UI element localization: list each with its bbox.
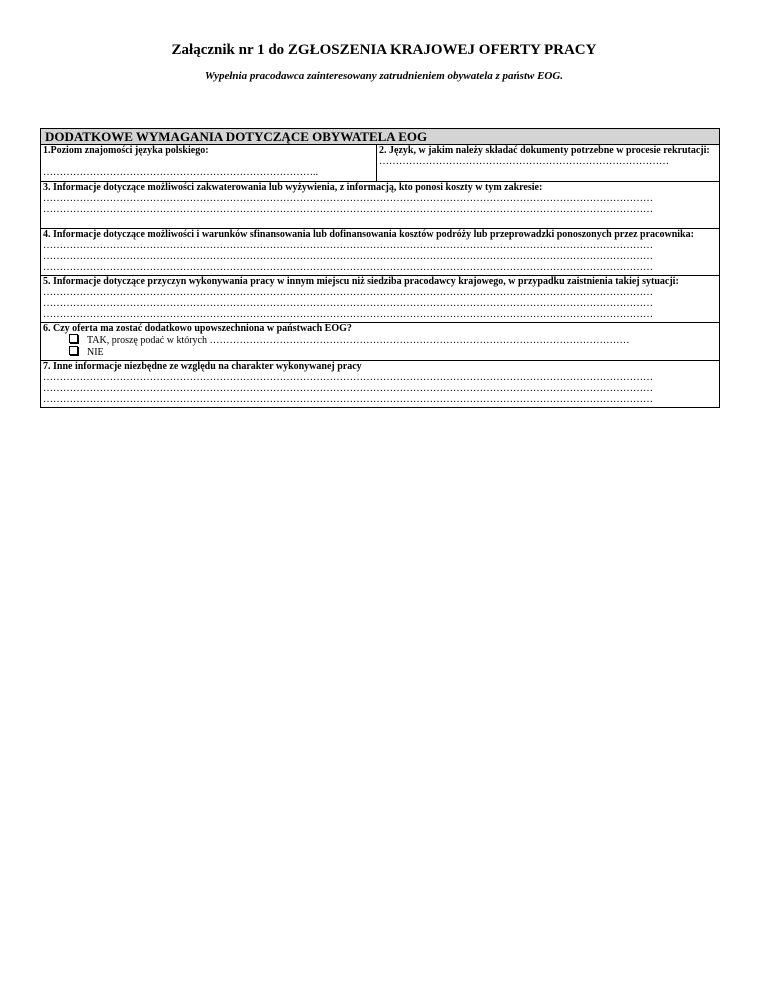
q1-label: 1.Poziom znajomości języka polskiego: xyxy=(43,145,209,156)
eog-requirements-form xyxy=(40,128,720,408)
q7-label: 7. Inne informacje niezbędne ze względu na charakter wykonywanej pracy xyxy=(43,361,362,372)
q1-cell xyxy=(41,145,377,181)
q3-answer-line[interactable]: ………………………………………………………………………………………………………………………………………………………………… xyxy=(43,204,653,215)
q1-spacer xyxy=(43,156,374,167)
row-language xyxy=(41,145,719,182)
option-no xyxy=(43,346,717,358)
q3-answer-line[interactable]: ………………………………………………………………………………………………………………………………………………………………… xyxy=(43,193,653,204)
q1-answer-field[interactable]: ……………………………………………………………………….. xyxy=(43,167,318,178)
q5-answer-line[interactable]: ………………………………………………………………………………………………………………………………………………………………… xyxy=(43,309,653,320)
q3-label: 3. Informacje dotyczące możliwości zakwaterowania lub wyżywienia, z informacją, kto ponosi koszty w tym zakresie: xyxy=(43,182,543,193)
section-header: DODATKOWE WYMAGANIA DOTYCZĄCE OBYWATELA EOG xyxy=(41,129,719,145)
row-q5 xyxy=(41,276,719,323)
q5-label: 5. Informacje dotyczące przyczyn wykonywania pracy w innym miejscu niż siedziba pracodawcy krajowego, w przypadku zaistnienia takiej sytuacji: xyxy=(43,276,679,287)
q4-answer-line[interactable]: ………………………………………………………………………………………………………………………………………………………………… xyxy=(43,251,653,262)
option-no-label: NIE xyxy=(87,347,104,358)
checkbox-no-icon[interactable] xyxy=(69,346,78,355)
q7-answer-line[interactable]: ………………………………………………………………………………………………………………………………………………………………… xyxy=(43,383,653,394)
option-yes-label: TAK, proszę podać w których ……………………………………………………………………………………………………………… xyxy=(87,335,630,346)
q4-label: 4. Informacje dotyczące możliwości i warunków sfinansowania lub dofinansowania kosztów podróży lub przeprowadzki ponoszonych przez pracownika: xyxy=(43,229,694,240)
q2-answer-field[interactable]: …………………………………………………………………………… xyxy=(379,156,669,167)
document-title: Załącznik nr 1 do ZGŁOSZENIA KRAJOWEJ OFERTY PRACY xyxy=(171,42,597,58)
document-subtitle: Wypełnia pracodawca zainteresowany zatrudnieniem obywatela z państw EOG. xyxy=(204,70,564,82)
option-yes xyxy=(43,334,717,346)
checkbox-yes-icon[interactable] xyxy=(69,334,78,343)
q4-answer-line[interactable]: ………………………………………………………………………………………………………………………………………………………………… xyxy=(43,240,653,251)
q7-answer-line[interactable]: ………………………………………………………………………………………………………………………………………………………………… xyxy=(43,394,653,405)
row-q3 xyxy=(41,182,719,229)
q7-answer-line[interactable]: ………………………………………………………………………………………………………………………………………………………………… xyxy=(43,372,653,383)
q5-answer-line[interactable]: ………………………………………………………………………………………………………………………………………………………………… xyxy=(43,298,653,309)
row-q7 xyxy=(41,361,719,407)
q5-answer-line[interactable]: ………………………………………………………………………………………………………………………………………………………………… xyxy=(43,287,653,298)
q6-label: 6. Czy oferta ma zostać dodatkowo upowszechniona w państwach EOG? xyxy=(43,323,352,334)
q4-answer-line[interactable]: ………………………………………………………………………………………………………………………………………………………………… xyxy=(43,262,653,273)
q3-spacer xyxy=(43,215,717,226)
q2-cell xyxy=(377,145,719,181)
row-q4 xyxy=(41,229,719,276)
q2-label: 2. Język, w jakim należy składać dokumenty potrzebne w procesie rekrutacji: xyxy=(379,145,710,156)
row-q6 xyxy=(41,323,719,361)
